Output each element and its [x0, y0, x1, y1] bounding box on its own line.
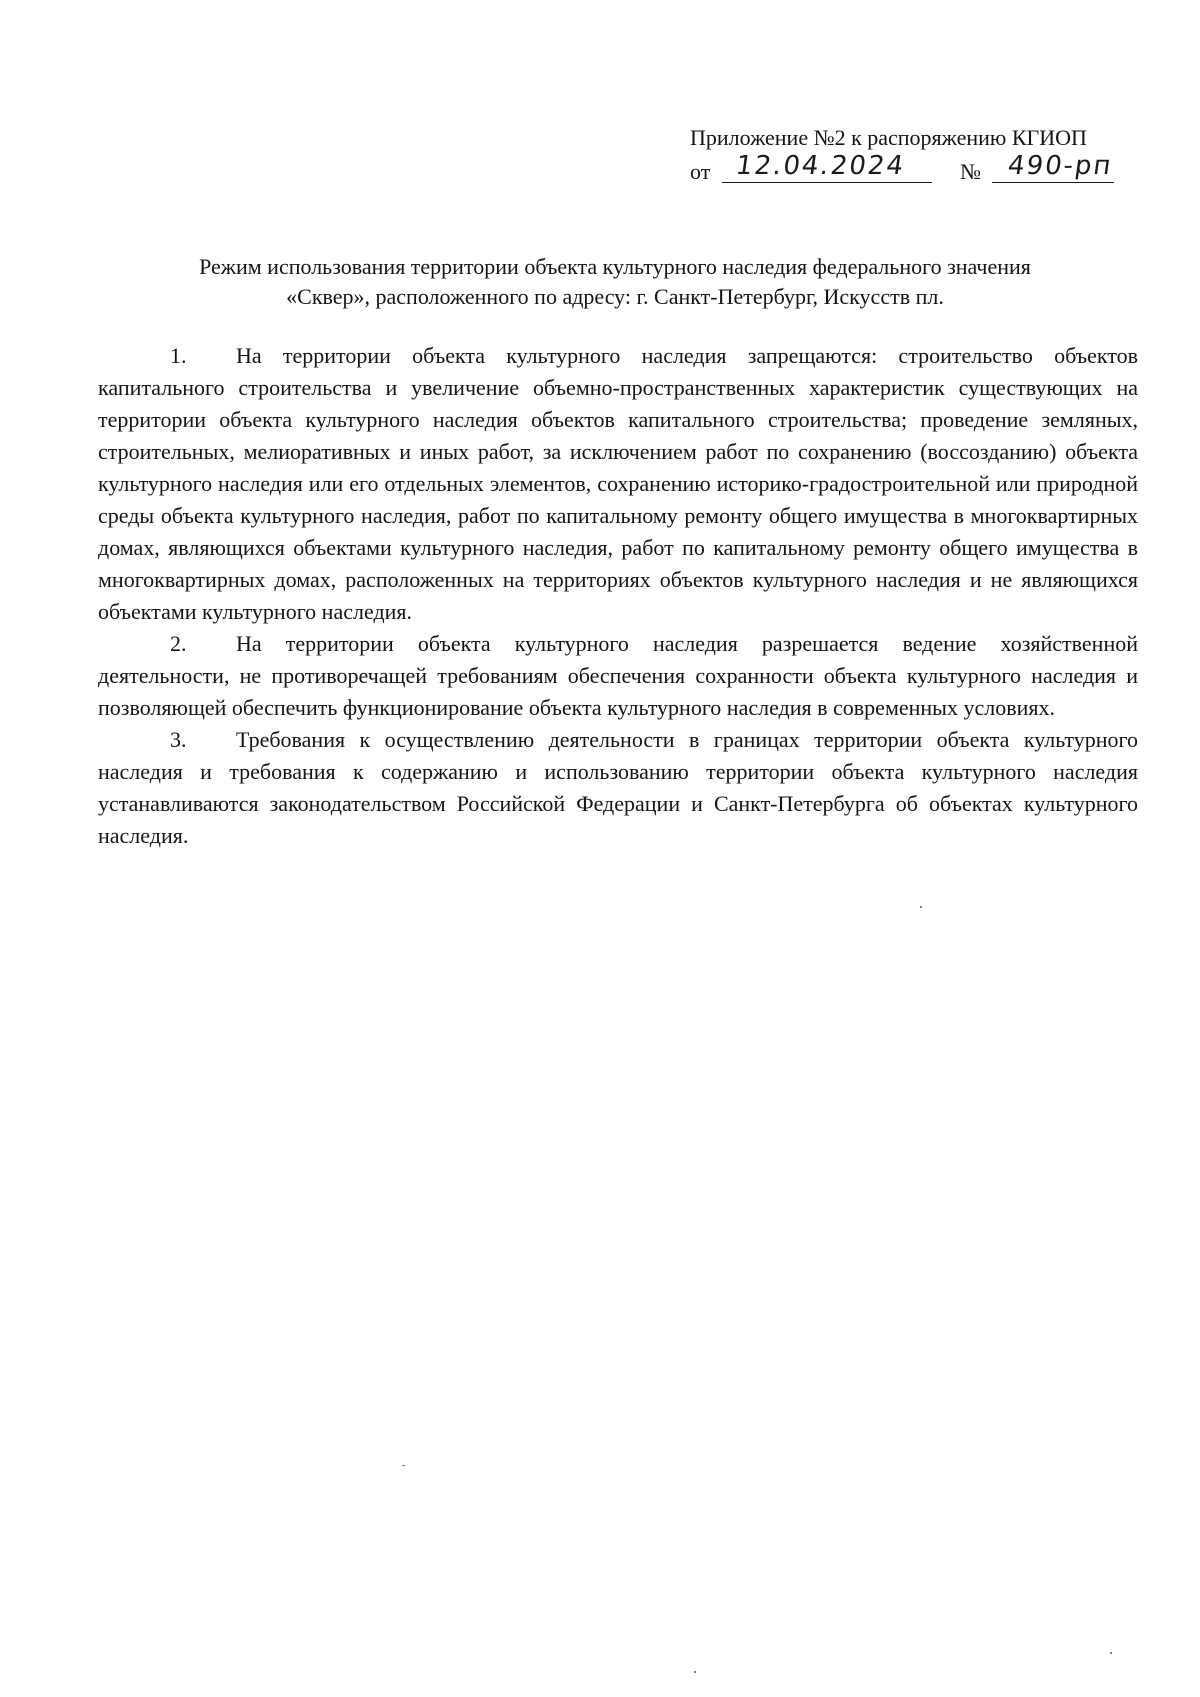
- document-body: [98, 340, 1138, 852]
- date-field: [722, 152, 932, 183]
- paragraph-number: 2.: [170, 631, 187, 656]
- number-field: [992, 152, 1114, 183]
- paragraph-number: 3.: [170, 727, 187, 752]
- title-line-2: «Сквер», расположенного по адресу: г. Санкт-Петербург, Искусств пл.: [286, 284, 944, 309]
- document-header: [690, 124, 1150, 186]
- scan-speck: [694, 1671, 696, 1673]
- handwritten-date: 12.04.2024: [733, 151, 907, 181]
- handwritten-number: 490-рп: [1005, 151, 1115, 181]
- title-line-1: Режим использования территории объекта культурного наследия федерального значения: [199, 254, 1031, 279]
- paragraph-text: На территории объекта культурного наследия запрещаются: строительство объектов капитального строительства и увеличение объемно-пространственных характеристик существующих на территории объекта культурного наследия объектов капитального строительства; проведение земляных, строительных, мелиоративных и иных работ, за исключением работ по сохранению (воссозданию) объекта культурного наследия или его отдельных элементов, сохранению историко-градостроительной или природной среды объекта культурного наследия, работ по капитальному ремонту общего имущества в многоквартирных домах, являющихся объектами культурного наследия, работ по капитальному ремонту общего имущества в многоквартирных домах, расположенных на территориях объектов культурного наследия и не являющихся объектами культурного наследия.: [98, 343, 1138, 624]
- paragraph-number: 1.: [170, 343, 187, 368]
- scan-speck: [920, 906, 922, 908]
- number-label: №: [960, 159, 981, 184]
- scan-speck: [402, 1465, 405, 1466]
- paragraph-1: [98, 340, 1138, 628]
- order-reference: [690, 152, 1150, 186]
- paragraph-text: На территории объекта культурного наследия разрешается ведение хозяйственной деятельности, не противоречащей требованиям обеспечения сохранности объекта культурного наследия и позволяющей обеспечить функционирование объекта культурного наследия в современных условиях.: [98, 631, 1138, 720]
- scan-speck: [1110, 1652, 1112, 1654]
- date-label: от: [690, 159, 711, 184]
- appendix-caption: Приложение №2 к распоряжению КГИОП: [690, 125, 1087, 150]
- document-title: [90, 252, 1140, 312]
- paragraph-text: Требования к осуществлению деятельности в границах территории объекта культурного наследия и требования к содержанию и использованию территории объекта культурного наследия устанавливаются законодательством Российской Федерации и Санкт-Петербурга об объектах культурного наследия.: [98, 727, 1138, 848]
- paragraph-2: [98, 628, 1138, 724]
- paragraph-3: [98, 724, 1138, 852]
